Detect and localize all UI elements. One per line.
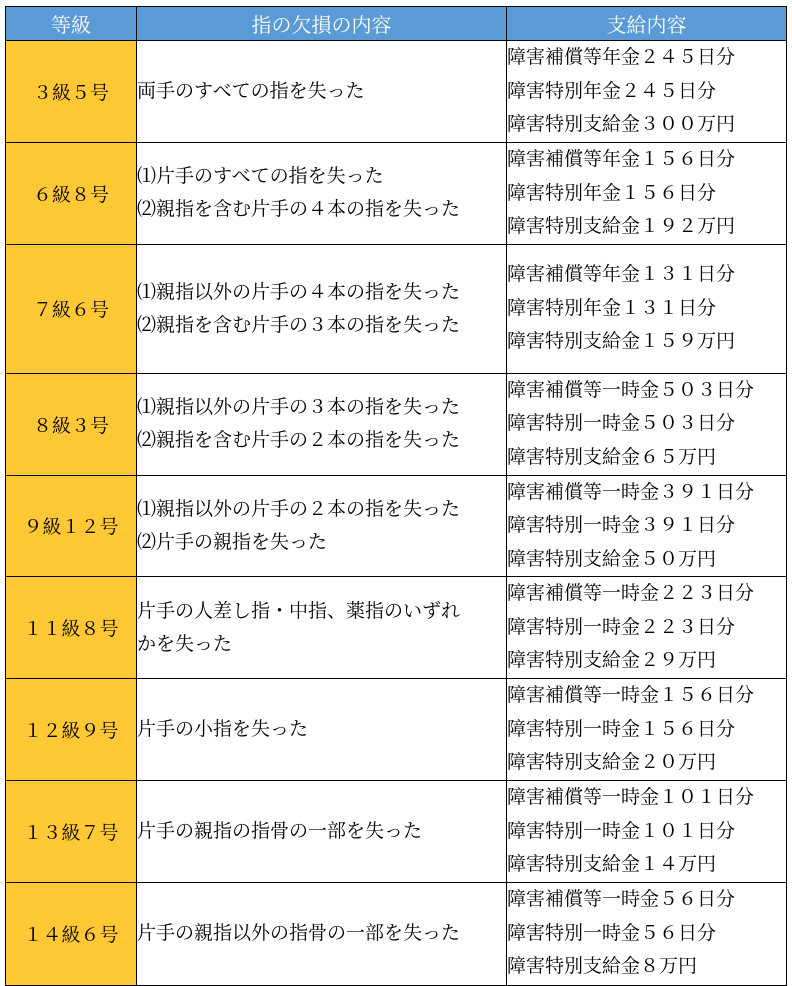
finger-loss-cell bbox=[137, 679, 507, 781]
table-row bbox=[6, 882, 787, 985]
payment-line: 障害特別支給金２９万円 bbox=[507, 649, 717, 672]
payment-line: 障害特別一時金３９１日分 bbox=[507, 514, 736, 536]
payment-line: 障害補償等年金２４５日分 bbox=[507, 46, 736, 69]
grade-cell: １４級６号 bbox=[6, 882, 137, 985]
payment-line: 障害補償等一時金３９１日分 bbox=[507, 480, 755, 503]
payment-line: 障害特別支給金８万円 bbox=[507, 955, 698, 978]
payment-cell bbox=[507, 475, 787, 577]
finger-loss-line: ⑴親指以外の片手の４本の指を失った bbox=[137, 280, 461, 303]
payment-line: 障害特別一時金１０１日分 bbox=[507, 819, 736, 842]
finger-loss-cell bbox=[137, 41, 507, 143]
finger-loss-line: ⑵片手の親指を失った bbox=[137, 530, 328, 553]
finger-loss-line: 片手の親指以外の指骨の一部を失った bbox=[137, 922, 461, 944]
table-row bbox=[6, 781, 787, 883]
payment-cell bbox=[507, 679, 787, 781]
header-row bbox=[6, 7, 787, 41]
payment-line: 障害補償等年金１５６日分 bbox=[507, 148, 736, 170]
header-payment: 支給内容 bbox=[507, 7, 787, 41]
grade-cell: ７級６号 bbox=[6, 244, 137, 373]
finger-loss-line: かを失った bbox=[137, 632, 233, 655]
payment-line: 障害補償等一時金２２３日分 bbox=[507, 582, 755, 605]
payment-cell bbox=[507, 373, 787, 475]
grade-cell: ６級８号 bbox=[6, 143, 137, 245]
payment-line: 障害特別年金１３１日分 bbox=[507, 296, 717, 319]
table-row bbox=[6, 41, 787, 143]
payment-line: 障害特別一時金１５６日分 bbox=[507, 717, 736, 740]
grade-cell: １３級７号 bbox=[6, 781, 137, 883]
payment-line: 障害特別一時金５０３日分 bbox=[507, 412, 736, 435]
table-row bbox=[6, 475, 787, 577]
payment-line: 障害特別支給金５０万円 bbox=[507, 547, 717, 570]
finger-loss-line: ⑴親指以外の片手の２本の指を失った bbox=[137, 497, 461, 520]
finger-loss-cell bbox=[137, 577, 507, 679]
table-row bbox=[6, 577, 787, 679]
payment-line: 障害特別一時金２２３日分 bbox=[507, 615, 736, 638]
finger-loss-line: ⑵親指を含む片手の３本の指を失った bbox=[137, 313, 461, 336]
header-grade: 等級 bbox=[6, 7, 137, 41]
finger-loss-cell bbox=[137, 475, 507, 577]
header-finger-loss: 指の欠損の内容 bbox=[137, 7, 507, 41]
table-row bbox=[6, 143, 787, 245]
finger-loss-line: 片手の親指の指骨の一部を失った bbox=[137, 819, 423, 842]
payment-line: 障害補償等一時金５６日分 bbox=[507, 888, 736, 911]
payment-line: 障害補償等一時金１０１日分 bbox=[507, 786, 755, 808]
finger-loss-cell bbox=[137, 781, 507, 883]
finger-loss-cell bbox=[137, 143, 507, 245]
payment-cell bbox=[507, 781, 787, 883]
payment-line: 障害特別年金２４５日分 bbox=[507, 79, 717, 102]
payment-line: 障害特別一時金５６日分 bbox=[507, 921, 717, 944]
finger-loss-line: 片手の人差し指・中指、薬指のいずれ bbox=[137, 599, 461, 622]
finger-loss-line: 両手のすべての指を失った bbox=[137, 80, 365, 102]
finger-loss-line: ⑴片手のすべての指を失った bbox=[137, 165, 384, 188]
payment-cell bbox=[507, 143, 787, 245]
payment-line: 障害特別支給金２０万円 bbox=[507, 751, 717, 774]
payment-line: 障害特別支給金１５９万円 bbox=[507, 330, 736, 353]
finger-loss-cell bbox=[137, 882, 507, 985]
payment-line: 障害特別支給金１９２万円 bbox=[507, 215, 736, 237]
grade-cell: ９級１２号 bbox=[6, 475, 137, 577]
payment-line: 障害特別年金１５６日分 bbox=[507, 181, 717, 204]
grade-cell: ８級３号 bbox=[6, 373, 137, 475]
payment-line: 障害補償等一時金５０３日分 bbox=[507, 378, 755, 401]
table-row bbox=[6, 244, 787, 373]
payment-cell bbox=[507, 41, 787, 143]
finger-loss-line: ⑴親指以外の片手の３本の指を失った bbox=[137, 396, 461, 418]
payment-cell bbox=[507, 577, 787, 679]
table-row bbox=[6, 373, 787, 475]
payment-cell bbox=[507, 244, 787, 373]
finger-loss-cell bbox=[137, 373, 507, 475]
table-body bbox=[6, 41, 787, 986]
grade-cell: ３級５号 bbox=[6, 41, 137, 143]
finger-loss-line: ⑵親指を含む片手の２本の指を失った bbox=[137, 429, 461, 451]
finger-loss-line: 片手の小指を失った bbox=[137, 718, 309, 740]
payment-cell bbox=[507, 882, 787, 985]
grade-cell: １１級８号 bbox=[6, 577, 137, 679]
payment-line: 障害特別支給金３００万円 bbox=[507, 113, 736, 136]
grade-cell: １２級９号 bbox=[6, 679, 137, 781]
table-row bbox=[6, 679, 787, 781]
payment-line: 障害特別支給金１４万円 bbox=[507, 853, 717, 875]
payment-line: 障害特別支給金６５万円 bbox=[507, 445, 717, 468]
finger-loss-cell bbox=[137, 244, 507, 373]
payment-line: 障害補償等一時金１５６日分 bbox=[507, 684, 755, 707]
finger-loss-line: ⑵親指を含む片手の４本の指を失った bbox=[137, 198, 461, 221]
payment-line: 障害補償等年金１３１日分 bbox=[507, 263, 736, 286]
compensation-table bbox=[5, 6, 787, 986]
